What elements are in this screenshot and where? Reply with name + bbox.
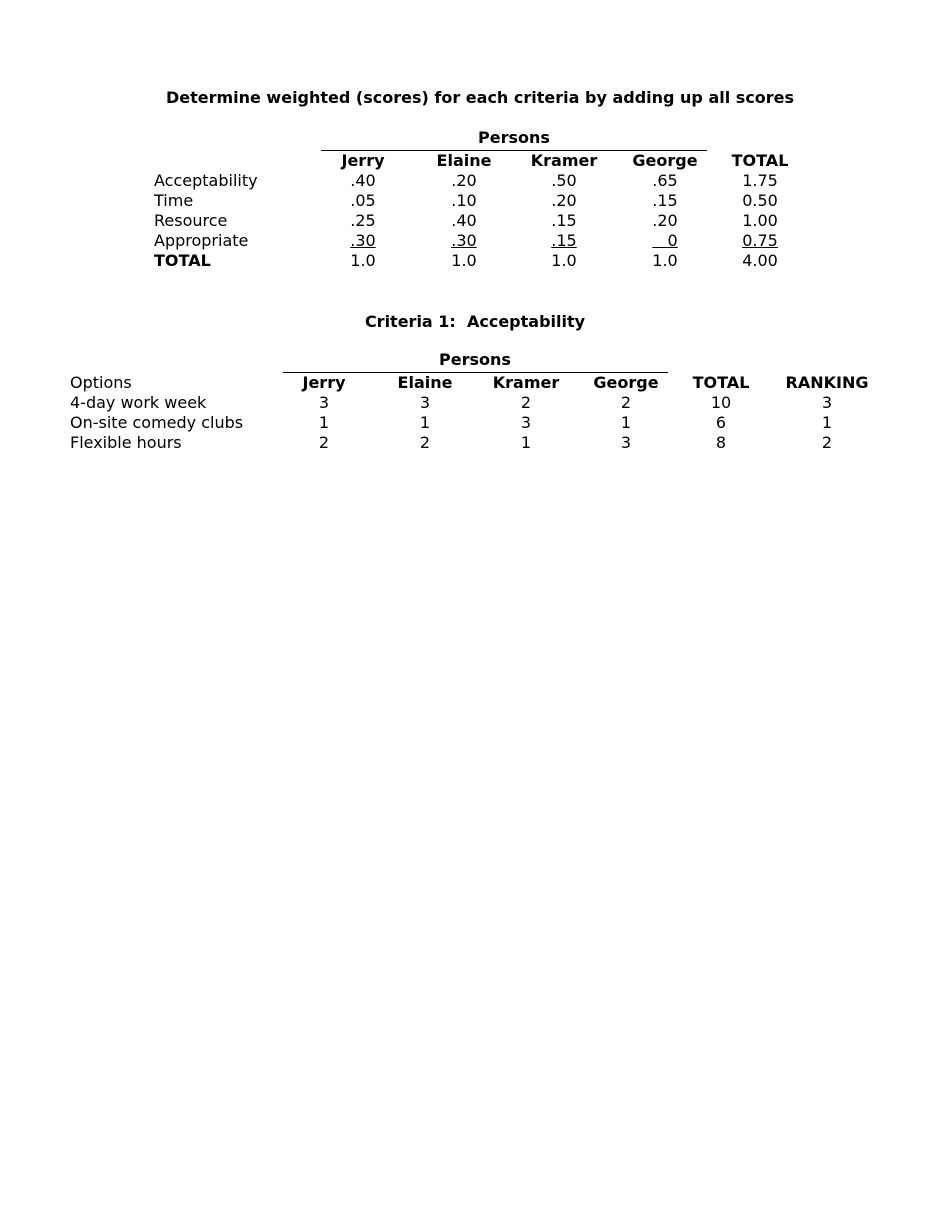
section1-cell-total: 0.50: [742, 191, 778, 210]
section2-cell: 1: [419, 413, 431, 432]
section2-col-ranking: RANKING: [785, 373, 869, 392]
section1-row-label-resource: Resource: [154, 211, 228, 230]
section1-cell: .30: [350, 231, 376, 250]
section1-col-kramer: Kramer: [530, 151, 598, 170]
section1-cell: .15: [551, 231, 577, 250]
section2-row-label-4-day-work-week: 4-day work week: [70, 393, 207, 412]
section2-cell: 2: [318, 433, 330, 452]
section2-col-elaine: Elaine: [397, 373, 453, 392]
section1-row-label-appropriate: Appropriate: [154, 231, 249, 250]
section2-col-george: George: [593, 373, 659, 392]
section2-cell: 2: [620, 393, 632, 412]
section1-col-total: TOTAL: [731, 151, 789, 170]
section1-cell-total: 4.00: [742, 251, 778, 270]
section2-cell: 2: [419, 433, 431, 452]
section1-persons-header: Persons: [478, 128, 550, 147]
section1-cell: .30: [451, 231, 477, 250]
section1-row-label-time: Time: [154, 191, 194, 210]
section1-row-label-total: TOTAL: [154, 251, 211, 270]
section2-cell: 1: [520, 433, 532, 452]
section1-cell: .10: [451, 191, 477, 210]
section1-cell: .20: [551, 191, 577, 210]
section1-row-label-acceptability: Acceptability: [154, 171, 258, 190]
section1-cell: 1.0: [652, 251, 678, 270]
section2-persons-header: Persons: [439, 350, 511, 369]
section2-col-total: TOTAL: [692, 373, 750, 392]
section1-cell-total: 1.00: [742, 211, 778, 230]
section1-cell: .20: [652, 211, 678, 230]
section2-row-label-flexible-hours: Flexible hours: [70, 433, 182, 452]
section1-cell: .20: [451, 171, 477, 190]
section2-col-kramer: Kramer: [492, 373, 560, 392]
section1-cell-total: 1.75: [742, 171, 778, 190]
section2-cell: 3: [318, 393, 330, 412]
section1-cell-total: 0.75: [742, 231, 778, 250]
section1-cell: 1.0: [451, 251, 477, 270]
section1-cell: .25: [350, 211, 376, 230]
section1-cell: 1.0: [350, 251, 376, 270]
section2-cell: 1: [620, 413, 632, 432]
section1-cell: 1.0: [551, 251, 577, 270]
section1-col-george: George: [632, 151, 698, 170]
section2-cell: 3: [620, 433, 632, 452]
section2-title: Criteria 1: Acceptability: [364, 312, 586, 331]
section2-cell-ranking: 2: [821, 433, 833, 452]
section1-col-jerry: Jerry: [341, 151, 385, 170]
section2-cell-total: 6: [715, 413, 727, 432]
section2-options-label: Options: [70, 373, 132, 392]
section1-cell: .40: [451, 211, 477, 230]
section1-cell: .50: [551, 171, 577, 190]
section2-cell-ranking: 3: [821, 393, 833, 412]
section1-cell: .15: [652, 191, 678, 210]
section2-col-jerry: Jerry: [302, 373, 346, 392]
section2-cell: 2: [520, 393, 532, 412]
section1-cell: 0: [652, 231, 678, 250]
section1-cell: .05: [350, 191, 376, 210]
section1-cell: .15: [551, 211, 577, 230]
section1-title: Determine weighted (scores) for each criteria by adding up all scores: [165, 88, 795, 107]
section1-cell: .65: [652, 171, 678, 190]
section2-row-label-on-site-comedy-clubs: On-site comedy clubs: [70, 413, 244, 432]
section2-cell: 3: [520, 413, 532, 432]
section2-cell: 1: [318, 413, 330, 432]
section1-cell: .40: [350, 171, 376, 190]
section1-col-elaine: Elaine: [436, 151, 492, 170]
section2-cell: 3: [419, 393, 431, 412]
section2-cell-ranking: 1: [821, 413, 833, 432]
section2-cell-total: 10: [710, 393, 732, 412]
section2-cell-total: 8: [715, 433, 727, 452]
